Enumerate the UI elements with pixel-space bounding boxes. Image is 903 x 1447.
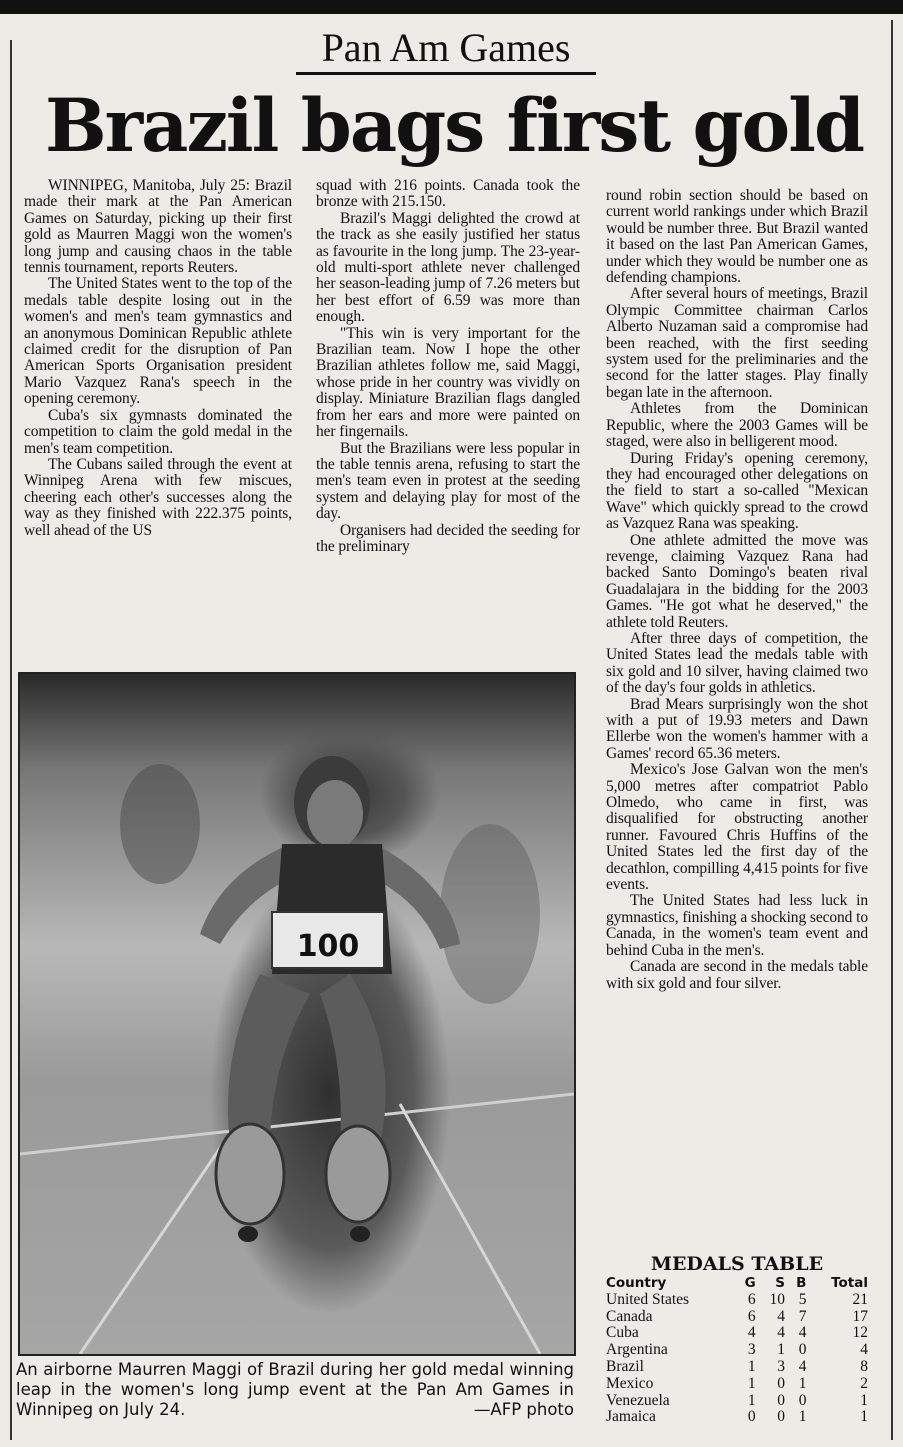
paragraph: Athletes from the Dominican Republic, where the 2003 Games will be staged, were also in belligerent mood. <box>606 400 868 451</box>
paragraph: But the Brazilians were less popular in the table tennis arena, refusing to start the men's team even in protest at the seeding system and delaying play for most of the day. <box>316 439 580 523</box>
right-page-edge <box>891 20 893 1440</box>
long-jumper-illustration <box>20 674 574 1354</box>
medal-count-cell: 3 <box>777 1357 785 1375</box>
medal-count-cell: 7 <box>798 1307 807 1325</box>
medal-count-cell: 0 <box>798 1391 807 1409</box>
country-cell: Canada <box>606 1307 653 1325</box>
photo-credit: —AFP photo <box>473 1400 574 1419</box>
top-border <box>0 0 903 14</box>
caption-text: An airborne Maurren Maggi of Brazil during her gold medal winning leap in the women's long jump event at the Pan Am Games in Winnipeg on July 24. <box>16 1360 574 1419</box>
medal-count-cell: 0 <box>777 1374 785 1392</box>
header-gold: G <box>744 1275 756 1291</box>
medal-count-cell: 0 <box>747 1408 756 1426</box>
country-cell: Argentina <box>606 1341 668 1359</box>
header-silver: S <box>775 1275 785 1291</box>
headline: Brazil bags first gold <box>44 83 864 169</box>
medal-count-cell: 0 <box>777 1408 785 1426</box>
medal-count-cell: 12 <box>852 1324 868 1342</box>
table-row <box>604 1376 870 1393</box>
medal-count-cell: 10 <box>769 1290 785 1308</box>
country-cell: Cuba <box>606 1324 639 1342</box>
paragraph: "This win is very important for the Brazilian team. Now I hope the other Brazilian athletes follow me, said Maggi, whose pride in her country was vividly on display. Miniature Brazilian flags dangled from her ears and more were painted on her fingernails. <box>316 324 580 441</box>
bib-number: 100 <box>296 929 360 964</box>
medal-count-cell: 21 <box>852 1290 868 1308</box>
medal-count-cell: 6 <box>747 1307 756 1325</box>
paragraph: Canada are second in the medals table with six gold and four silver. <box>606 958 868 992</box>
header-country: Country <box>606 1275 667 1291</box>
medals-table-header <box>604 1275 870 1292</box>
article-column-1 <box>24 178 292 539</box>
medal-count-cell: 1 <box>798 1408 807 1426</box>
medal-count-cell: 8 <box>860 1357 868 1375</box>
paragraph: Brad Mears surprisingly won the shot with a put of 19.93 meters and Dawn Ellerbe won the women's hammer with a Games' record 65.36 meters. <box>606 695 868 762</box>
header-bronze: B <box>796 1275 807 1291</box>
medal-count-cell: 0 <box>798 1341 807 1359</box>
paragraph: WINNIPEG, Manitoba, July 25: Brazil made their mark at the Pan American Games on Saturday, picking up their first gold as Maurren Maggi won the women's long jump and causing chaos in the table tennis tournament, reports Reuters. <box>24 177 292 277</box>
section-kicker: Pan Am Games <box>296 26 596 75</box>
table-row <box>604 1292 870 1309</box>
paragraph: After three days of competition, the United States lead the medals table with six gold and 10 silver, having claimed two of the day's four golds in athletics. <box>606 629 868 697</box>
table-row <box>604 1359 870 1376</box>
medal-count-cell: 4 <box>777 1324 785 1342</box>
paragraph: squad with 216 points. Canada took the bronze with 215.150. <box>316 177 580 211</box>
medal-count-cell: 1 <box>860 1391 868 1409</box>
medal-count-cell: 5 <box>798 1290 807 1308</box>
paragraph: The United States went to the top of the medals table despite losing out in the women's and men's team gymnastics and an anonymous Dominican Republic athlete claimed credit for the disruption of Pan American Sports Organisation president Mario Vazquez Rana's speech in the opening ceremony. <box>24 275 292 408</box>
medal-count-cell: 4 <box>860 1341 868 1359</box>
paragraph: During Friday's opening ceremony, they had encouraged other delegations on the field to start a so-called "Mexican Wave" which quickly spread to the crowd as Vazquez Rana was speaking. <box>606 449 868 533</box>
table-row <box>604 1342 870 1359</box>
paragraph: After several hours of meetings, Brazil Olympic Committee chairman Carlos Alberto Nuzaman said a compromise had been reached, with the first seeding system used for the preliminaries and the second for the latter stages. Play finally began late in the afternoon. <box>606 285 868 401</box>
left-column-rule <box>10 40 12 1440</box>
paragraph: One athlete admitted the move was revenge, claiming Vazquez Rana had backed Santo Domingo's beaten rival Guadalajara in the bidding for the 2003 Games. "He got what he deserved," the athlete told Reuters. <box>606 531 868 631</box>
table-row <box>604 1309 870 1326</box>
table-row <box>604 1393 870 1410</box>
medals-table <box>604 1275 870 1426</box>
header-total: Total <box>831 1275 868 1291</box>
paragraph: The United States had less luck in gymnastics, finishing a shocking second to Canada, in the women's team event and behind Cuba in the men's. <box>606 892 868 959</box>
paragraph: round robin section should be based on current world rankings under which Brazil would be number three. But Brazil wanted it based on the last Pan American Games, under which they would be number one as defending champions. <box>606 187 868 287</box>
photo-caption <box>16 1360 574 1420</box>
table-row <box>604 1409 870 1426</box>
medal-count-cell: 1 <box>798 1374 807 1392</box>
country-cell: Brazil <box>606 1357 644 1375</box>
medal-count-cell: 2 <box>860 1374 868 1392</box>
paragraph: The Cubans sailed through the event at Winnipeg Arena with few miscues, cheering each other's successes along the way as they finished with 222.375 points, well ahead of the US <box>24 455 292 539</box>
paragraph: Mexico's Jose Galvan won the men's 5,000 metres after compatriot Pablo Olmedo, who came in first, was disqualified for obstructing another runner. Favoured Chris Huffins of the United States led the first day of the decathlon, compilling 4,415 points for five events. <box>606 761 868 894</box>
article-column-3 <box>606 188 868 992</box>
medal-count-cell: 4 <box>777 1307 785 1325</box>
country-cell: Mexico <box>606 1374 654 1392</box>
medal-count-cell: 4 <box>798 1357 807 1375</box>
article-column-2 <box>316 178 580 555</box>
table-row <box>604 1325 870 1342</box>
medal-count-cell: 6 <box>747 1290 756 1308</box>
medal-count-cell: 17 <box>852 1307 868 1325</box>
medals-table-title: MEDALS TABLE <box>650 1253 824 1275</box>
medal-count-cell: 0 <box>777 1391 785 1409</box>
medal-count-cell: 1 <box>860 1408 868 1426</box>
medal-count-cell: 4 <box>747 1324 756 1342</box>
medal-count-cell: 1 <box>747 1374 756 1392</box>
paragraph: Organisers had decided the seeding for the preliminary <box>316 521 580 555</box>
country-cell: United States <box>606 1290 690 1308</box>
medal-count-cell: 4 <box>798 1324 807 1342</box>
medal-count-cell: 1 <box>747 1357 756 1375</box>
paragraph: Brazil's Maggi delighted the crowd at the track as she easily justified her status as favourite in the long jump. The 23-year-old multi-sport athlete never challenged her season-leading jump of 7.26 meters but her best effort of 6.59 was more than enough. <box>316 209 580 326</box>
paragraph: Cuba's six gymnasts dominated the competition to claim the gold medal in the men's team competition. <box>24 406 292 457</box>
country-cell: Jamaica <box>606 1408 656 1426</box>
country-cell: Venezuela <box>606 1391 670 1409</box>
medal-count-cell: 1 <box>777 1341 785 1359</box>
medal-count-cell: 3 <box>747 1341 756 1359</box>
news-photo <box>18 672 576 1356</box>
medal-count-cell: 1 <box>747 1391 756 1409</box>
